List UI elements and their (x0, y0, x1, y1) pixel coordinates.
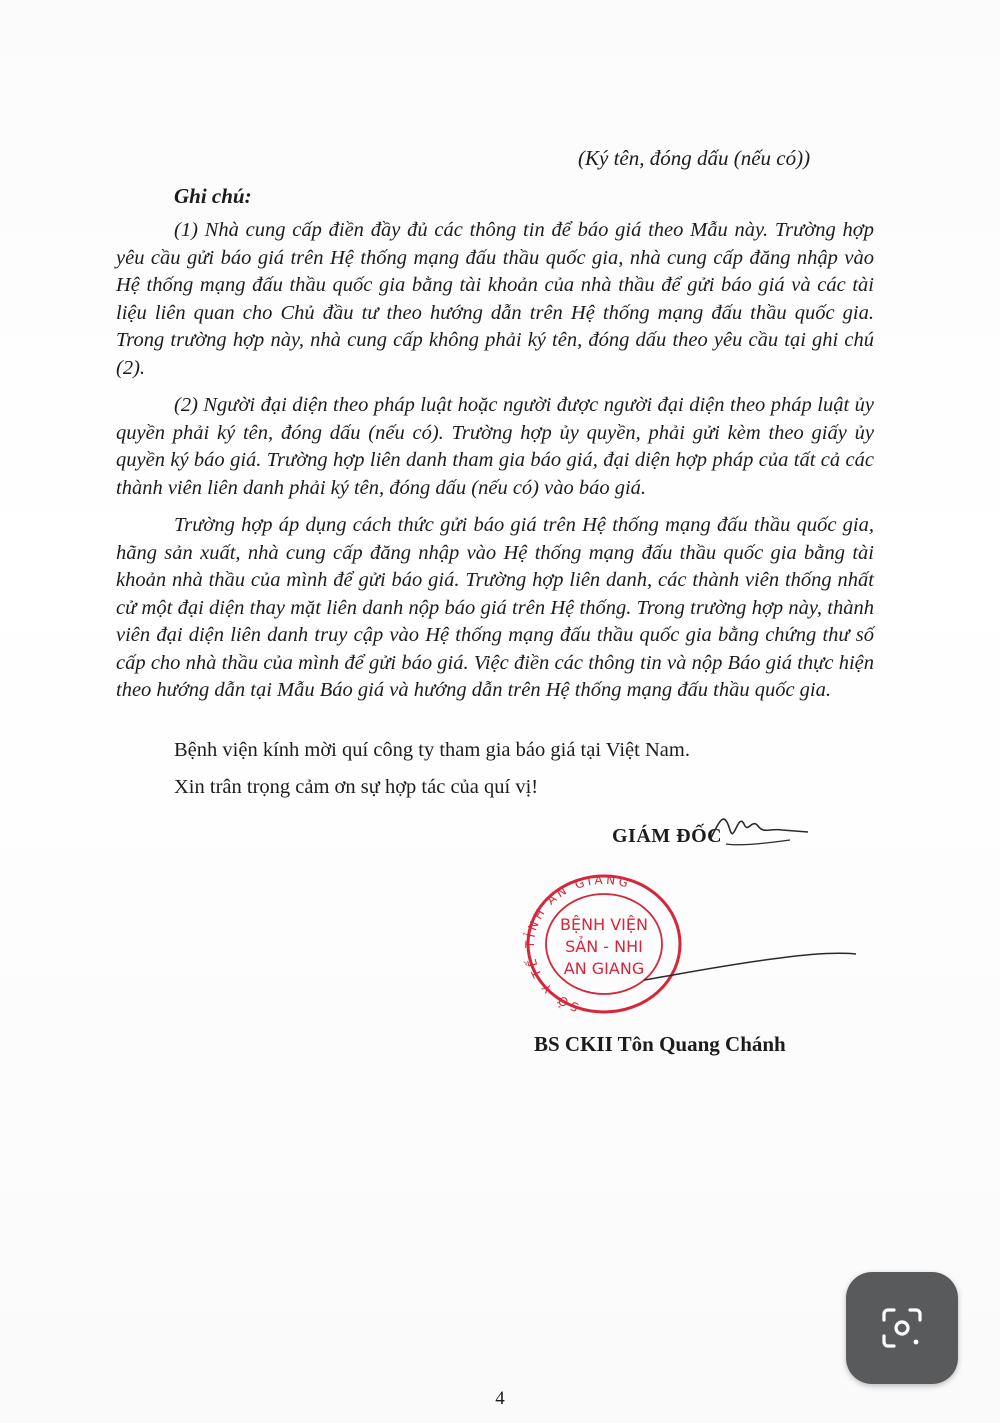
invitation-text: Bệnh viện kính mời quí công ty tham gia báo giá tại Việt Nam. (174, 739, 690, 761)
note-paragraph-2: (2) Người đại diện theo pháp luật hoặc người được người đại diện theo pháp luật ủy quyền phải ký tên, đóng dấu (nếu có). Trường hợp ủy quyền, phải gửi kèm theo giấy ủy quyền ký báo giá. Trường hợp liên danh tham gia báo giá, đại diện hợp pháp của tất cả các thành viên liên danh phải ký tên, đóng dấu (nếu có) vào báo giá. (116, 394, 874, 499)
page-number: 4 (495, 1388, 505, 1409)
sign-note: (Ký tên, đóng dấu (nếu có)) (578, 146, 811, 170)
director-title: GIÁM ĐỐC (612, 825, 723, 847)
signer-name: BS CKII Tôn Quang Chánh (534, 1032, 786, 1056)
signature-mark (690, 800, 810, 870)
stamp-line-3: AN GIANG (563, 959, 645, 978)
lens-scan-icon (878, 1304, 926, 1352)
signature-stroke (640, 930, 860, 1010)
stamp-ring-text: SỞ Y TẾ TỈNH AN GIANG (522, 872, 633, 1015)
stamp-line-1: BỆNH VIỆN (560, 915, 648, 934)
note-paragraph-3: Trường hợp áp dụng cách thức gửi báo giá trên Hệ thống mạng đấu thầu quốc gia, hãng sản xuất, nhà cung cấp đăng nhập vào Hệ thống mạng đấu thầu quốc gia bằng tài khoản nhà thầu của mình để gửi báo giá. Trường hợp liên danh, các thành viên thống nhất cử một đại diện thay mặt liên danh nộp báo giá trên Hệ thống. Trong trường hợp này, thành viên đại diện liên danh truy cập vào Hệ thống mạng đấu thầu quốc gia bằng chứng thư số cấp cho nhà thầu của mình để gửi báo giá. Việc điền các thông tin và nộp Báo giá thực hiện theo hướng dẫn tại Mẫu Báo giá và hướng dẫn trên Hệ thống mạng đấu thầu quốc gia. (116, 514, 874, 701)
thanks-text: Xin trân trọng cảm ơn sự hợp tác của quí vị! (174, 776, 539, 798)
lens-scan-button[interactable] (846, 1272, 958, 1384)
stamp-line-2: SẢN - NHI (565, 937, 643, 956)
notes-heading: Ghi chú: (174, 184, 252, 208)
note-paragraph-1: (1) Nhà cung cấp điền đầy đủ các thông tin để báo giá theo Mẫu này. Trường hợp yêu cầu gửi báo giá trên Hệ thống mạng đấu thầu quốc gia, nhà cung cấp đăng nhập vào Hệ thống mạng đấu thầu quốc gia bằng tài khoản của nhà thầu để gửi báo giá và các tài liệu liên quan cho Chủ đầu tư theo hướng dẫn trên Hệ thống mạng đấu thầu quốc gia. Trong trường hợp này, nhà cung cấp không phải ký tên, đóng dấu theo yêu cầu tại ghi chú (2). (116, 219, 874, 379)
